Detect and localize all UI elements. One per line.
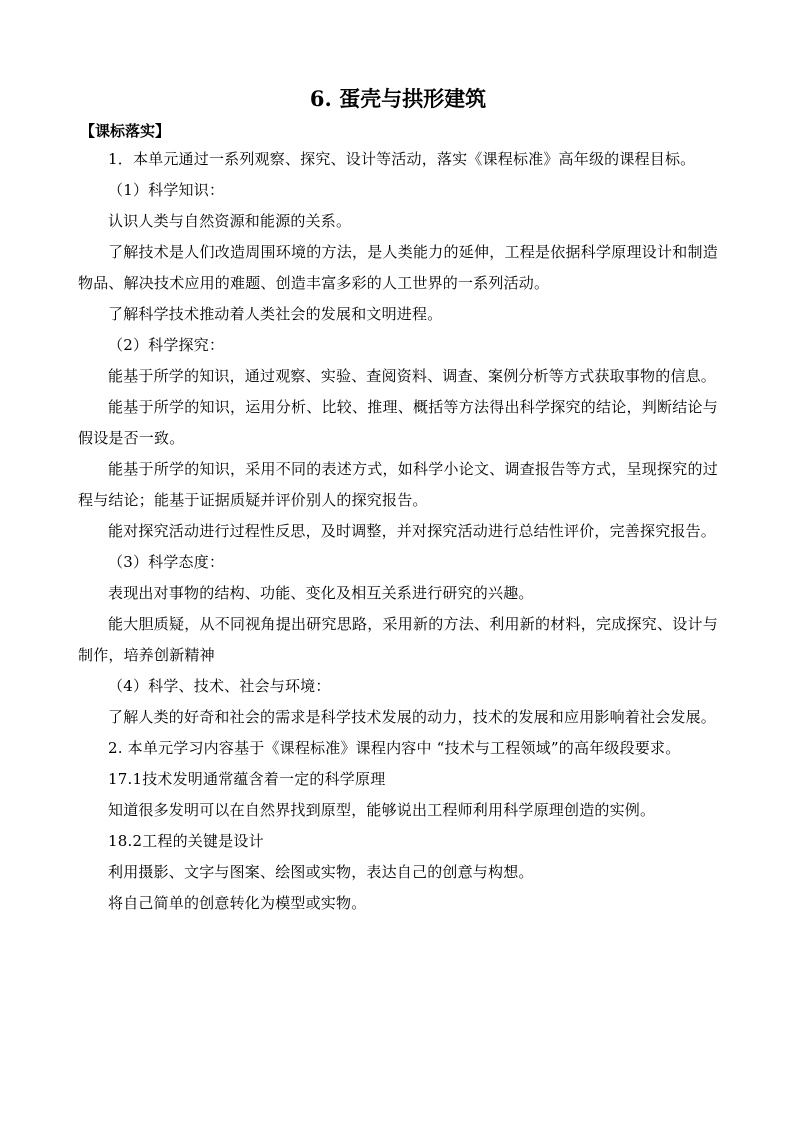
paragraph: 17.1技术发明通常蕴含着一定的科学原理 [108, 770, 386, 788]
paragraph: 1．本单元通过一系列观察、探究、设计等活动，落实《课程标准》高年级的课程目标。 [108, 150, 696, 168]
paragraph: 能基于所学的知识，运用分析、比较、推理、概括等方法得出科学探究的结论，判断结论与假设是否一致。 [78, 398, 718, 447]
paragraph: 了解技术是人们改造周围环境的方法，是人类能力的延伸，工程是依据科学原理设计和制造物品、解决技术应用的难题、创造丰富多彩的人工世界的一系列活动。 [78, 243, 718, 292]
paragraph: （3）科学态度： [108, 553, 225, 571]
paragraph: 认识人类与自然资源和能源的关系。 [108, 212, 352, 230]
paragraph: （4）科学、技术、社会与环境： [108, 677, 331, 695]
paragraph: 18.2工程的关键是设计 [108, 832, 264, 850]
section-heading: 【课标落实】 [80, 122, 171, 140]
paragraph: 表现出对事物的结构、功能、变化及相互关系进行研究的兴趣。 [108, 584, 534, 602]
paragraph: 知道很多发明可以在自然界找到原型，能够说出工程师利用科学原理创造的实例。 [108, 801, 656, 819]
paragraph: （1）科学知识： [108, 181, 225, 199]
paragraph: 能基于所学的知识，采用不同的表述方式，如科学小论文、调查报告等方式，呈现探究的过程与结论；能基于证据质疑并评价别人的探究报告。 [78, 460, 718, 509]
page-title: 6. 蛋壳与拱形建筑 [309, 86, 487, 111]
paragraph: 将自己简单的创意转化为模型或实物。 [108, 894, 367, 912]
paragraph: （2）科学探究： [108, 336, 225, 354]
paragraph: 利用摄影、文字与图案、绘图或实物，表达自己的创意与构想。 [108, 863, 534, 881]
paragraph: 能对探究活动进行过程性反思，及时调整，并对探究活动进行总结性评价，完善探究报告。 [108, 522, 717, 540]
paragraph: 2. 本单元学习内容基于《课程标准》课程内容中 “技术与工程领域”的高年级段要求。 [108, 739, 681, 757]
paragraph: 能大胆质疑，从不同视角提出研究思路，采用新的方法、利用新的材料，完成探究、设计与制作，培养创新精神 [78, 615, 718, 664]
paragraph: 了解科学技术推动着人类社会的发展和文明进程。 [108, 305, 443, 323]
paragraph: 了解人类的好奇和社会的需求是科学技术发展的动力，技术的发展和应用影响着社会发展。 [108, 708, 717, 726]
paragraph: 能基于所学的知识，通过观察、实验、查阅资料、调查、案例分析等方式获取事物的信息。 [108, 367, 717, 385]
